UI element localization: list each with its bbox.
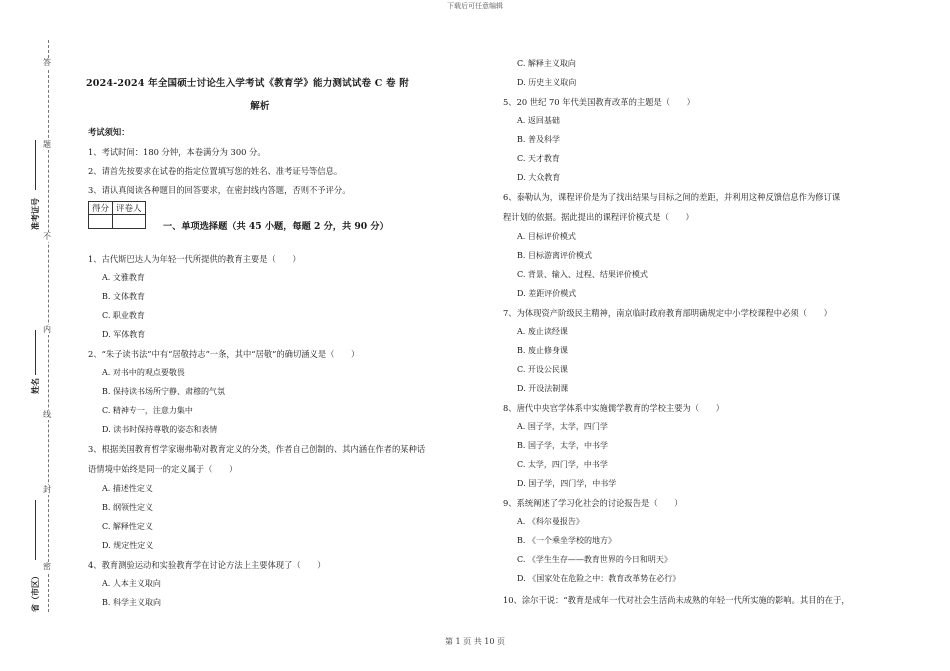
question-option: B. 《一个乘坐学校的地方》 [517,536,616,545]
question-option: A. 人本主义取向 [102,579,161,588]
question-option: D. 规定性定义 [102,541,154,550]
question-option: C. 背景、输入、过程、结果评价模式 [517,270,648,279]
question-stem: 9、系统阐述了学习化社会的讨论报告是（ ） [503,498,683,508]
question-stem-continued: 程计划的依据。据此提出的课程评价模式是（ ） [503,212,694,222]
question-option: A. 文雅教育 [102,273,145,282]
question-option: B. 科学主义取向 [102,598,161,607]
question-stem: 6、泰勒认为，课程评价是为了找出结果与目标之间的差距，并利用这种反馈信息作为修订课 [503,192,841,202]
question-option: C. 开设公民课 [517,365,568,374]
seal-char: 密 [43,562,51,571]
question-option: B. 普及科学 [517,135,560,144]
page-footer: 第 1 页 共 10 页 [445,637,505,646]
question-option: D. 《国家处在危险之中：教育改革势在必行》 [517,574,681,583]
question-option: B. 目标游离评价模式 [517,251,592,260]
score-cell-label: 得分 [89,202,113,215]
question-stem: 4、教育测验运动和实验教育学在讨论方法上主要体现了（ ） [88,560,326,570]
question-option: A. 目标评价模式 [517,232,576,241]
question-option: C. 天才教育 [517,154,560,163]
province-label: 省（市区） [30,572,40,612]
question-stem: 8、唐代中央官学体系中实施儒学教育的学校主要为（ ） [503,403,724,413]
question-option: D. 军体教育 [102,330,146,339]
question-stem: 3、根据美国教育哲学家谢弗勒对教育定义的分类，作者自己创制的、其内涵在作者的某种话 [88,444,426,454]
question-option: B. 国子学，太学，中书学 [517,441,608,450]
question-option: D. 历史主义取向 [517,78,577,87]
exam-id-label: 准考证号 [30,198,40,230]
page-title: 2024-2024 年全国硕士讨论生入学考试《教育学》能力测试试卷 C 卷 附 [86,78,409,89]
grader-cell-label: 评卷人 [113,202,146,215]
top-note: 下载后可任意编辑 [447,2,503,10]
province-fill-line [35,500,36,560]
notice-item: 1、考试时间：180 分钟，本卷满分为 300 分。 [88,147,266,157]
exam-id-fill-line [35,140,36,190]
question-option: D. 开设法制课 [517,384,569,393]
question-option: C. 解释性定义 [102,522,153,531]
notice-item: 2、请首先按要求在试卷的指定位置填写您的姓名、准考证号等信息。 [88,166,343,176]
seal-char: 封 [43,485,51,494]
seal-char: 线 [43,410,51,419]
question-option: B. 文体教育 [102,292,145,301]
question-option: B. 纲领性定义 [102,503,153,512]
question-stem: 1、古代斯巴达人为年轻一代所提供的教育主要是（ ） [88,254,301,264]
question-option: A. 废止读经课 [517,327,568,336]
question-option: C. 解释主义取向 [517,59,576,68]
question-option: A. 对书中的观点要敬畏 [102,368,185,377]
seal-char: 内 [43,325,51,334]
question-option: A. 《科尔曼报告》 [517,517,584,526]
question-option: C. 《学生生存——教育世界的今日和明天》 [517,555,672,564]
question-stem: 10、涂尔干说：“教育是成年一代对社会生活尚未成熟的年轻一代所实施的影响。其目的在于， [503,595,850,605]
question-stem: 2、“朱子读书法”中有“居敬持志”一条，其中“居敬”的确切涵义是（ ） [88,349,360,359]
question-option: B. 废止修身课 [517,346,568,355]
notice-item: 3、请认真阅读各种题目的回答要求，在密封线内答题，否则不予评分。 [88,185,351,195]
question-option: D. 国子学，四门学，中书学 [517,479,617,488]
question-stem-continued: 语情境中始终是同一的定义属于（ ） [88,464,238,474]
question-option: C. 精神专一，注意力集中 [102,406,193,415]
score-table [88,201,146,229]
name-fill-line [35,330,36,375]
page-title-continued: 解析 [250,101,270,112]
question-option: D. 大众教育 [517,173,561,182]
grader-input-cell[interactable] [113,215,146,229]
question-stem: 7、为体现资产阶级民主精神，南京临时政府教育部明确规定中小学校课程中必须（ ） [503,308,832,318]
question-option: C. 职业教育 [102,311,145,320]
question-option: C. 太学，四门学，中书学 [517,460,608,469]
question-option: D. 差距评价模式 [517,289,577,298]
question-option: A. 国子学，太学，四门学 [517,422,608,431]
seal-char: 答 [43,58,51,67]
question-option: A. 描述性定义 [102,484,153,493]
notice-heading: 考试须知： [88,127,130,137]
name-label: 姓名 [30,378,40,394]
question-stem: 5、20 世纪 70 年代美国教育改革的主题是（ ） [503,97,695,107]
question-option: B. 保持读书场所宁静、肃穆的气氛 [102,387,225,396]
question-option: D. 读书时保持尊敬的姿态和表情 [102,425,218,434]
score-input-cell[interactable] [89,215,113,229]
seal-char: 不 [43,232,51,241]
question-option: A. 返回基础 [517,116,560,125]
section-title: 一、单项选择题（共 45 小题，每题 2 分，共 90 分） [163,221,389,232]
seal-char: 题 [43,140,51,149]
